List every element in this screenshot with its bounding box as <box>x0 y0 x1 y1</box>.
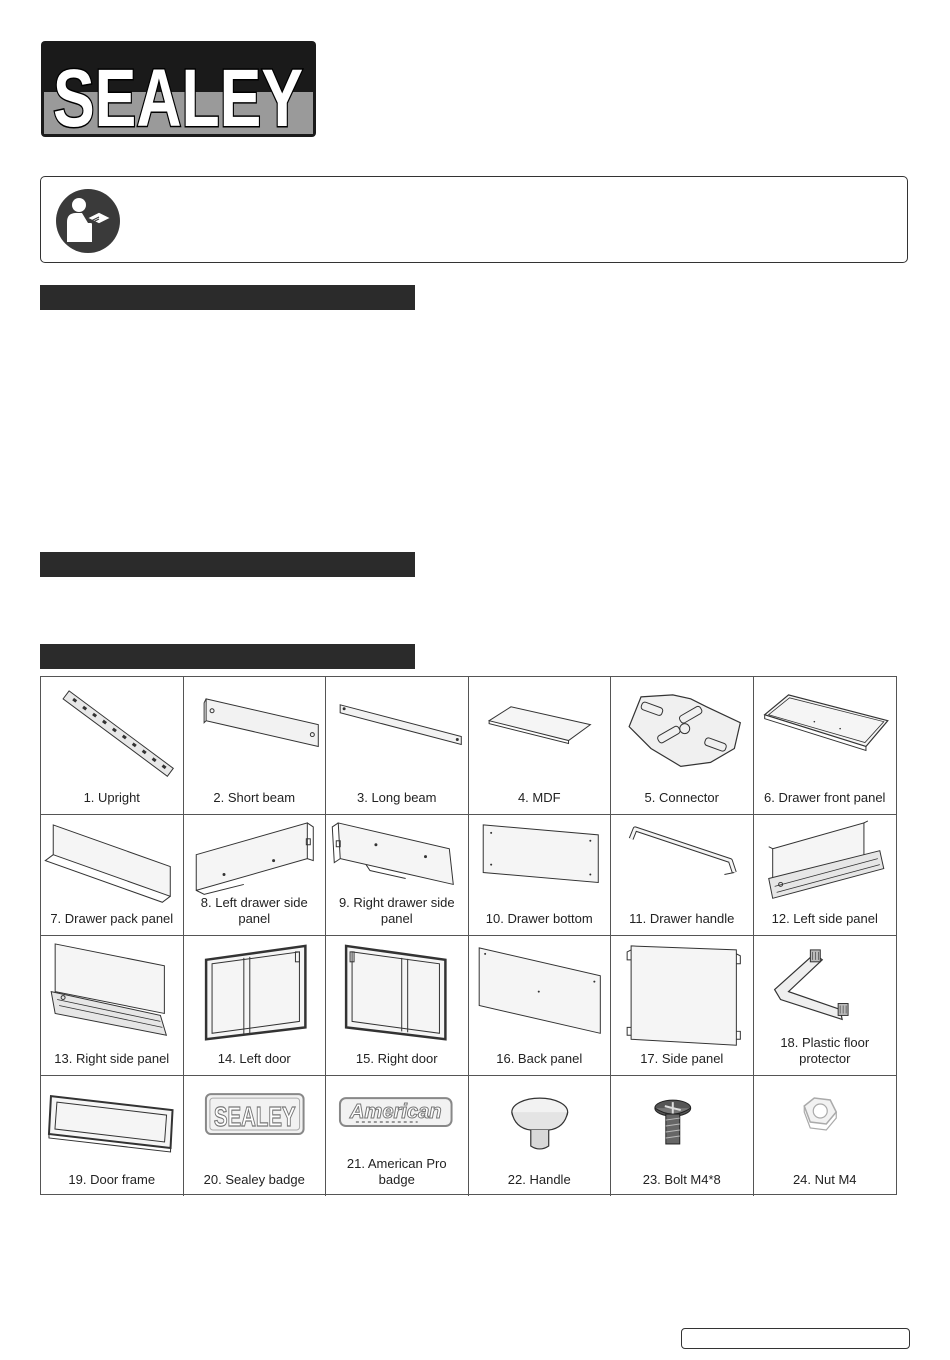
part-cell-right-door <box>326 936 469 1076</box>
logo-text: SEALEY <box>53 53 303 144</box>
part-cell-upright <box>41 677 184 815</box>
part-cell-drawer-bottom <box>469 815 612 936</box>
part-label: 21. American Pro badge <box>346 1156 447 1187</box>
part-label: 12. Left side panel <box>771 911 878 926</box>
part-cell-bolt <box>611 1076 754 1196</box>
part-label: 3. Long beam <box>356 790 437 805</box>
part-cell-right-drawer-side-panel <box>326 815 469 936</box>
part-cell-side-panel <box>611 936 754 1076</box>
part-cell-left-door <box>184 936 327 1076</box>
part-label: 13. Right side panel <box>54 1051 170 1066</box>
part-cell-connector <box>611 677 754 815</box>
part-cell-handle <box>469 1076 612 1196</box>
part-cell-left-side-panel <box>754 815 897 936</box>
part-label: 23. Bolt M4*8 <box>642 1172 721 1187</box>
part-label: 5. Connector <box>644 790 719 805</box>
part-cell-sealey-badge <box>184 1076 327 1196</box>
part-label: 14. Left door <box>217 1051 291 1066</box>
part-label: 24. Nut M4 <box>792 1172 857 1187</box>
part-cell-short-beam <box>184 677 327 815</box>
part-cell-american-pro-badge <box>326 1076 469 1196</box>
part-cell-mdf <box>469 677 612 815</box>
section-header-bar <box>40 285 415 310</box>
part-cell-nut <box>754 1076 897 1196</box>
part-cell-drawer-front-panel <box>754 677 897 815</box>
part-cell-back-panel <box>469 936 612 1076</box>
part-label: 11. Drawer handle <box>629 911 735 926</box>
part-label: 7. Drawer pack panel <box>50 911 174 926</box>
part-label: 6. Drawer front panel <box>764 790 886 805</box>
part-label: 20. Sealey badge <box>203 1172 305 1187</box>
part-label: 17. Side panel <box>640 1051 724 1066</box>
part-label: 8. Left drawer side panel <box>200 895 308 926</box>
part-label: 4. MDF <box>517 790 561 805</box>
page-reference-box <box>681 1328 910 1349</box>
section-header-bar <box>40 644 415 669</box>
part-label: 2. Short beam <box>213 790 296 805</box>
section-header-bar <box>40 552 415 577</box>
part-cell-left-drawer-side-panel <box>184 815 327 936</box>
parts-grid <box>40 676 897 1195</box>
part-cell-right-side-panel <box>41 936 184 1076</box>
part-label: 15. Right door <box>355 1051 438 1066</box>
part-label: 10. Drawer bottom <box>485 911 593 926</box>
part-label: 19. Door frame <box>68 1172 156 1187</box>
part-cell-plastic-floor-protector <box>754 936 897 1076</box>
part-cell-long-beam <box>326 677 469 815</box>
badge-text: SEALEY <box>213 1101 296 1133</box>
part-label: 9. Right drawer side panel <box>338 895 455 926</box>
part-label: 1. Upright <box>83 790 140 805</box>
part-cell-drawer-handle <box>611 815 754 936</box>
part-cell-door-frame <box>41 1076 184 1196</box>
part-label: 22. Handle <box>507 1172 571 1187</box>
read-manual-icon <box>55 188 121 254</box>
read-instructions-notice <box>40 176 908 263</box>
sealey-logo <box>40 40 317 144</box>
part-label: 16. Back panel <box>496 1051 583 1066</box>
badge-text: American <box>348 1101 442 1124</box>
part-cell-drawer-pack-panel <box>41 815 184 936</box>
part-label: 18. Plastic floor protector <box>780 1035 870 1066</box>
